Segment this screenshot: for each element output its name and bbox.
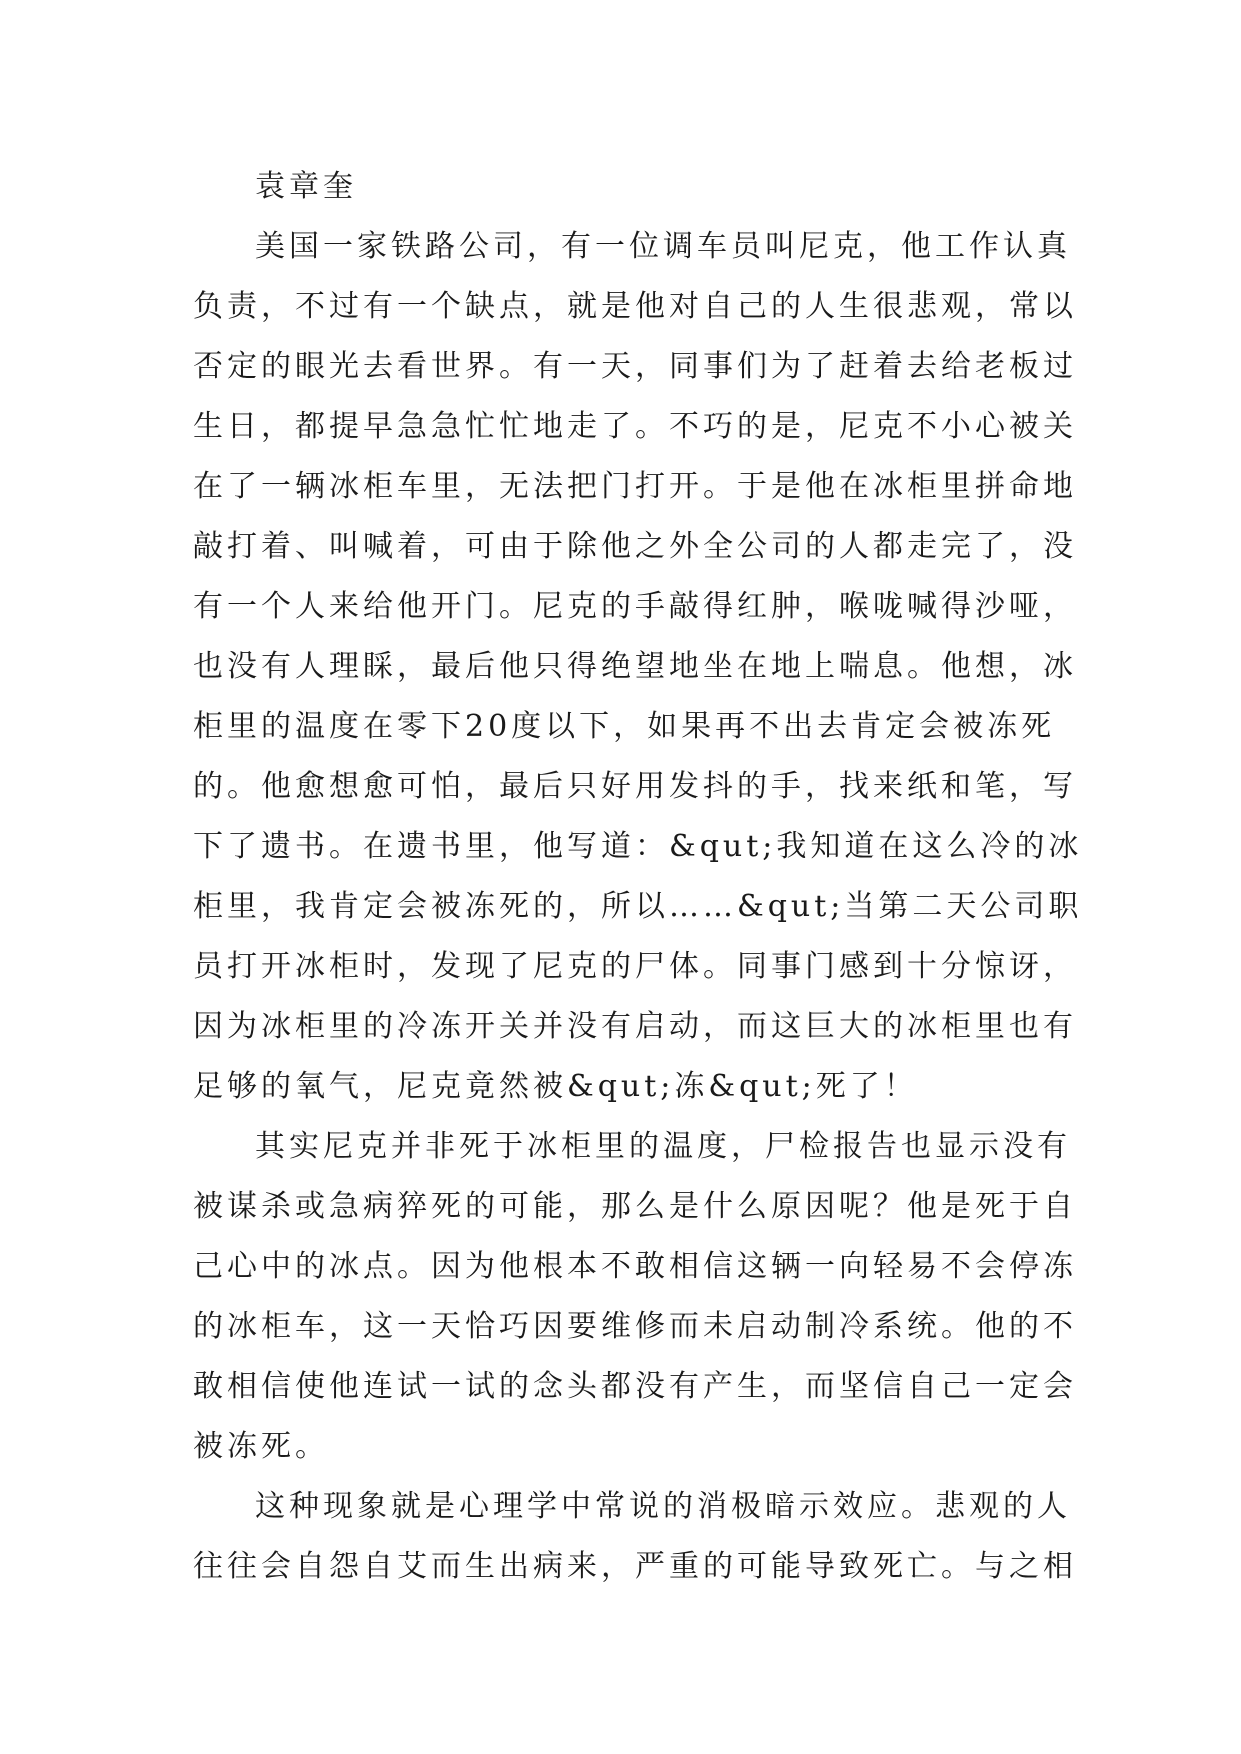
text-line: 足够的氧气，尼克竟然被&qut;冻&qut;死了！: [193, 1069, 918, 1104]
text-line: 柜里，我肯定会被冻死的，所以……&qut;当第二天公司职: [193, 889, 1083, 924]
text-line: 在了一辆冰柜车里，无法把门打开。于是他在冰柜里拼命地: [193, 469, 1077, 504]
text-line: 负责，不过有一个缺点，就是他对自己的人生很悲观，常以: [193, 289, 1077, 324]
text-line: 往往会自怨自艾而生出病来，严重的可能导致死亡。与之相: [193, 1549, 1077, 1584]
text-line: 柜里的温度在零下20度以下，如果再不出去肯定会被冻死: [193, 709, 1056, 744]
text-line: 敢相信使他连试一试的念头都没有产生，而坚信自己一定会: [193, 1369, 1077, 1404]
text-line: 美国一家铁路公司，有一位调车员叫尼克，他工作认真: [255, 229, 1071, 264]
text-line: 己心中的冰点。因为他根本不敢相信这辆一向轻易不会停冻: [193, 1249, 1077, 1284]
paragraph-1: [193, 217, 1083, 1117]
text-line: 下了遗书。在遗书里，他写道：&qut;我知道在这么冷的冰: [193, 829, 1083, 864]
paragraph-2: [193, 1117, 1077, 1477]
text-line: 有一个人来给他开门。尼克的手敲得红肿，喉咙喊得沙哑，: [193, 589, 1077, 624]
paragraph-3: [193, 1477, 1077, 1597]
author-name: 袁章奎: [255, 169, 357, 204]
text-line: 被谋杀或急病猝死的可能，那么是什么原因呢？他是死于自: [193, 1189, 1077, 1224]
text-line: 也没有人理睬，最后他只得绝望地坐在地上喘息。他想，冰: [193, 649, 1077, 684]
text-line: 的冰柜车，这一天恰巧因要维修而未启动制冷系统。他的不: [193, 1309, 1077, 1344]
text-line: 生日，都提早急急忙忙地走了。不巧的是，尼克不小心被关: [193, 409, 1077, 444]
text-line: 其实尼克并非死于冰柜里的温度，尸检报告也显示没有: [255, 1129, 1071, 1164]
text-line: 否定的眼光去看世界。有一天，同事们为了赶着去给老板过: [193, 349, 1077, 384]
text-line: 因为冰柜里的冷冻开关并没有启动，而这巨大的冰柜里也有: [193, 1009, 1077, 1044]
article-body: [193, 157, 1083, 1597]
text-line: 这种现象就是心理学中常说的消极暗示效应。悲观的人: [255, 1489, 1071, 1524]
text-line: 被冻死。: [193, 1429, 329, 1464]
text-line: 员打开冰柜时，发现了尼克的尸体。同事门感到十分惊讶，: [193, 949, 1077, 984]
text-line: 的。他愈想愈可怕，最后只好用发抖的手，找来纸和笔，写: [193, 769, 1077, 804]
text-line: 敲打着、叫喊着，可由于除他之外全公司的人都走完了，没: [193, 529, 1077, 564]
